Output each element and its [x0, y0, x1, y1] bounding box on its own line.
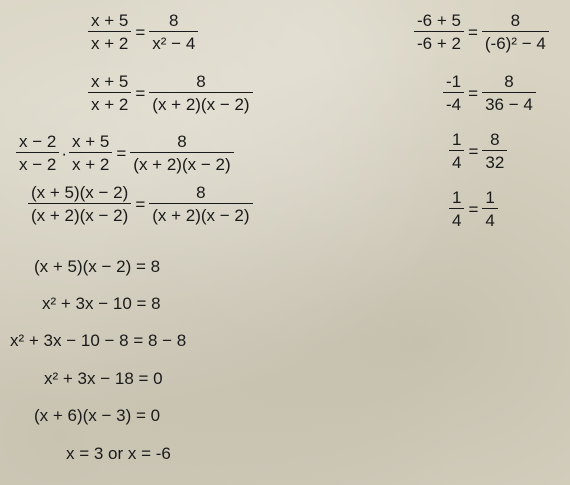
fraction [449, 131, 464, 171]
denominator: -6 + 2 [414, 31, 464, 52]
denominator: 4 [449, 208, 464, 229]
step-1 [88, 12, 198, 52]
equals-sign: = [135, 22, 146, 42]
equals-sign: = [135, 83, 146, 103]
numerator: x + 5 [72, 132, 110, 151]
equals-sign: = [468, 83, 479, 103]
fraction [149, 73, 252, 113]
denominator: 32 [482, 150, 507, 171]
denominator: x + 2 [88, 31, 131, 52]
fraction [414, 12, 464, 52]
equation-text: x = 3 or x = -6 [66, 444, 171, 463]
fraction [16, 133, 59, 173]
numerator: x − 2 [19, 132, 57, 151]
check-4 [449, 189, 498, 229]
fraction [69, 133, 112, 173]
equation-text: (x + 6)(x − 3) = 0 [34, 406, 161, 425]
equals-sign: = [116, 143, 127, 163]
equals-sign: = [468, 199, 479, 219]
fraction [88, 12, 131, 52]
denominator: x − 2 [16, 152, 59, 173]
fraction [482, 189, 497, 229]
check-2 [443, 73, 536, 113]
denominator: (x + 2)(x − 2) [130, 152, 233, 173]
numerator: 8 [490, 130, 500, 149]
fraction [149, 12, 198, 52]
denominator: 36 − 4 [482, 92, 536, 113]
equation-text: x² + 3x − 10 = 8 [42, 294, 161, 313]
numerator: 8 [510, 11, 521, 30]
fraction [88, 73, 131, 113]
numerator: (x + 5)(x − 2) [31, 183, 129, 202]
fraction [443, 73, 464, 113]
solution [66, 445, 171, 462]
numerator: -6 + 5 [417, 11, 461, 30]
numerator: 8 [196, 72, 206, 91]
denominator: (x + 2)(x − 2) [149, 203, 252, 224]
equation-text: x² + 3x − 18 = 0 [44, 369, 163, 388]
step-3 [16, 133, 234, 173]
numerator: x + 5 [91, 11, 129, 30]
equation-text: x² + 3x − 10 − 8 = 8 − 8 [10, 331, 187, 350]
denominator: (x + 2)(x − 2) [28, 203, 131, 224]
step-8 [44, 370, 163, 387]
step-4 [28, 184, 253, 224]
numerator: -1 [446, 72, 462, 91]
numerator: 1 [485, 188, 495, 207]
fraction [149, 184, 252, 224]
numerator: 1 [452, 188, 462, 207]
denominator: 4 [449, 150, 464, 171]
denominator: x + 2 [69, 152, 112, 173]
denominator: x + 2 [88, 92, 131, 113]
equals-sign: = [135, 194, 146, 214]
denominator: (-6)² − 4 [482, 31, 549, 52]
fraction [482, 131, 507, 171]
step-6 [42, 295, 161, 312]
numerator: 8 [504, 72, 514, 91]
denominator: 4 [482, 208, 497, 229]
denominator: -4 [443, 92, 464, 113]
check-1 [414, 12, 549, 52]
fraction [130, 133, 233, 173]
numerator: 8 [196, 183, 206, 202]
numerator: 8 [169, 11, 179, 30]
numerator: 1 [452, 130, 462, 149]
step-5 [34, 258, 160, 275]
equation-text: (x + 5)(x − 2) = 8 [34, 257, 161, 276]
numerator: x + 5 [91, 72, 129, 91]
step-9 [34, 407, 160, 424]
fraction [482, 12, 549, 52]
check-3 [449, 131, 507, 171]
step-7 [10, 332, 186, 349]
equals-sign: = [467, 22, 478, 42]
fraction [449, 189, 464, 229]
equals-sign: = [468, 141, 479, 161]
fraction [482, 73, 536, 113]
denominator: x² − 4 [149, 31, 198, 52]
denominator: (x + 2)(x − 2) [149, 92, 252, 113]
multiply-dot: · [61, 143, 68, 163]
step-2 [88, 73, 253, 113]
numerator: 8 [177, 132, 187, 151]
fraction [28, 184, 131, 224]
